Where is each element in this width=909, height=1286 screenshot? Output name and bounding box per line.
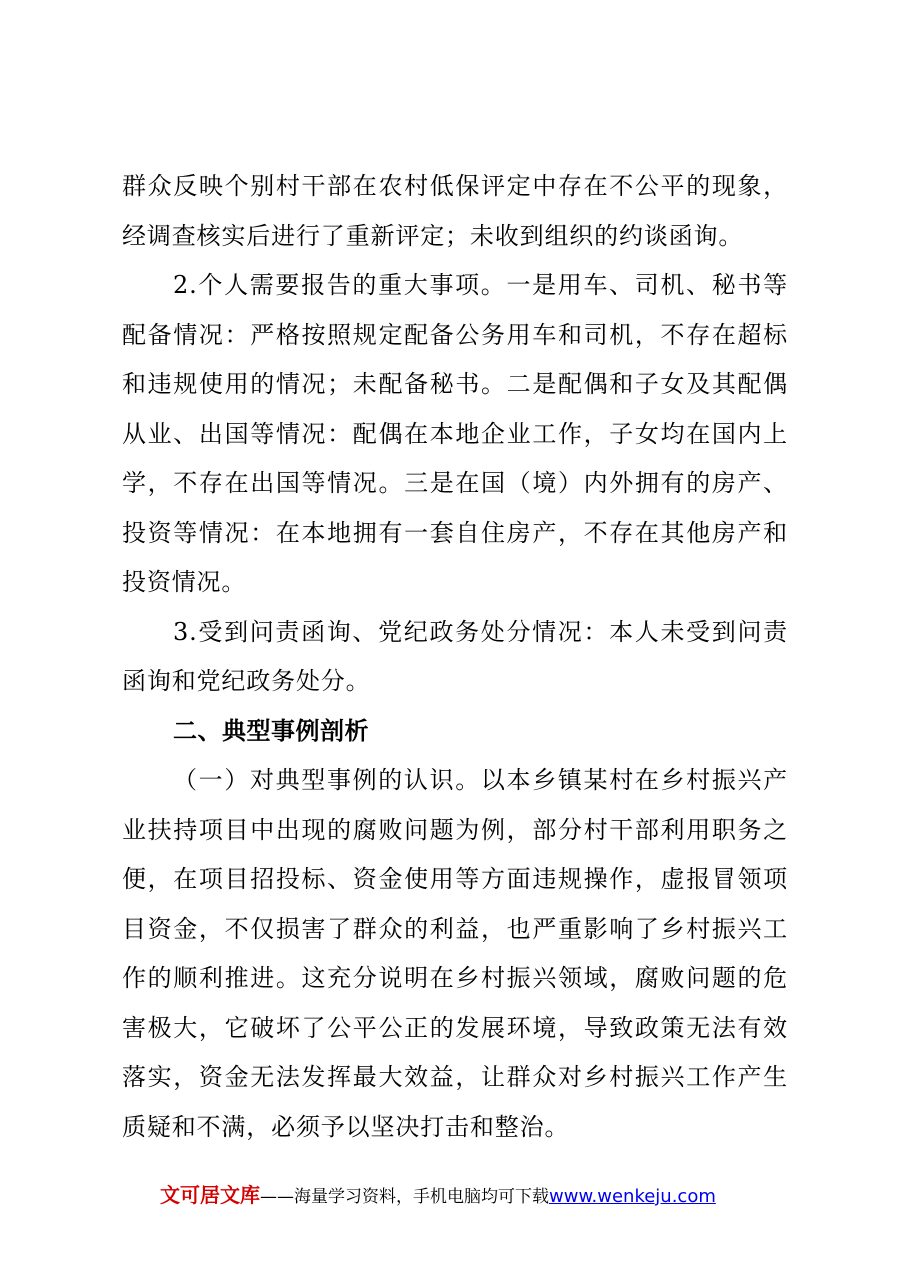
paragraph-item-3: 3.受到问责函询、党纪政务处分情况：本人未受到问责函询和党纪政务处分。 <box>122 617 788 695</box>
footer-tagline: ——海量学习资料，手机电脑均可下载 <box>260 1187 549 1207</box>
paragraph-typical-case: （一）对典型事例的认识。以本乡镇某村在乡村振兴产业扶持项目中出现的腐败问题为例，部分村干部利用职务之便，在项目招投标、资金使用等方面违规操作，虚报冒领项目资金，不仅损害了群众的利益，也严重影响了乡村振兴工作的顺利推进。这充分说明在乡村振兴领域，腐败问题的危害极大，它破坏了公平公正的发展环境，导致政策无法有效落实，资金无法发挥最大效益，让群众对乡村振兴工作产生质疑和不满，必须予以坚决打击和整治。 <box>122 766 788 1141</box>
document-body <box>122 162 788 1152</box>
paragraph-item-2: 2.个人需要报告的重大事项。一是用车、司机、秘书等配备情况：严格按照规定配备公务用车和司机，不存在超标和违规使用的情况；未配备秘书。二是配偶和子女及其配偶从业、出国等情况：配偶在本地企业工作，子女均在国内上学，不存在出国等情况。三是在国（境）内外拥有的房产、投资等情况：在本地拥有一套自住房产，不存在其他房产和投资情况。 <box>122 271 788 596</box>
footer-link[interactable]: www.wenkeju.com <box>549 1186 716 1207</box>
footer-brand: 文可居文库 <box>160 1183 260 1207</box>
section-heading: 二、典型事例剖析 <box>173 716 369 745</box>
footer-banner <box>160 1180 800 1212</box>
paragraph-continuation: 群众反映个别村干部在农村低保评定中存在不公平的现象，经调查核实后进行了重新评定；未收到组织的约谈函询。 <box>122 172 788 250</box>
